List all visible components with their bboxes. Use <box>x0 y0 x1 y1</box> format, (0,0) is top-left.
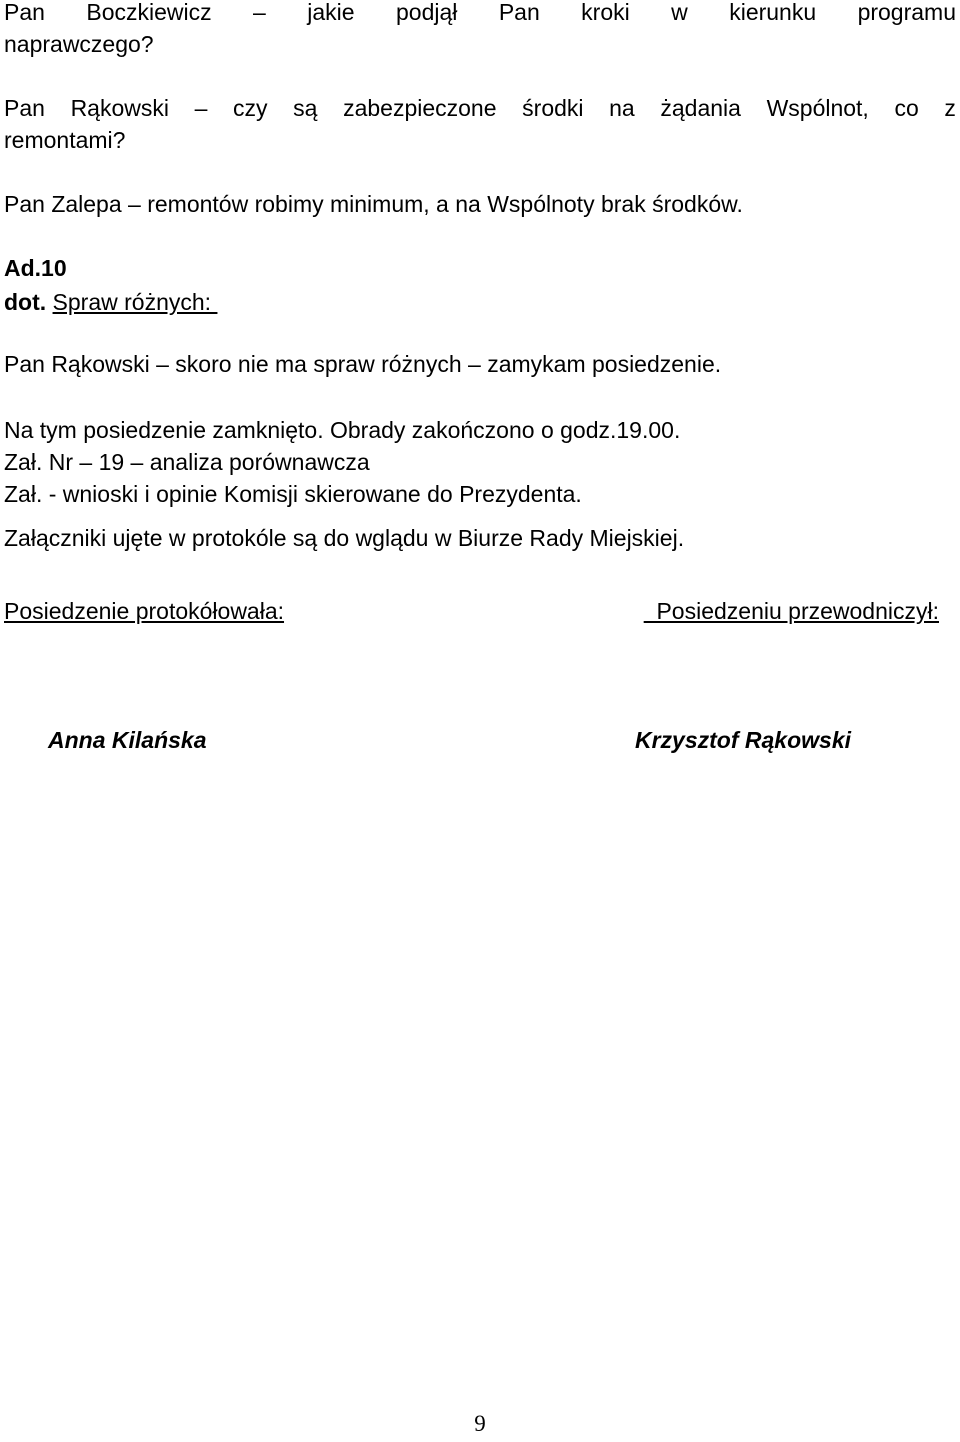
word: programu <box>857 0 956 25</box>
word: Pan <box>4 0 45 25</box>
attachments-note: Załączniki ujęte w protokóle są do wglądu w Biurze Rady Miejskiej. <box>4 525 685 551</box>
agenda-item-heading <box>4 288 217 316</box>
word: środki <box>522 95 584 121</box>
signature-name-secretary: Anna Kilańska <box>48 727 207 753</box>
word: Wspólnot, <box>766 95 869 121</box>
agenda-title: Spraw różnych: <box>52 289 218 315</box>
word: w <box>671 0 688 25</box>
signature-label-chair: Posiedzeniu przewodniczył: <box>643 598 939 624</box>
word: jakie <box>307 0 355 25</box>
word: – <box>253 0 266 25</box>
word: – <box>194 95 208 121</box>
paragraph-zalepa: Pan Zalepa – remontów robimy minimum, a na Wspólnoty brak środków. <box>4 191 743 217</box>
paragraph-boczkiewicz-line1 <box>4 0 956 26</box>
word: Boczkiewicz <box>86 0 212 25</box>
closing-statement: Pan Rąkowski – skoro nie ma spraw różnych – zamykam posiedzenie. <box>4 351 722 377</box>
word: na <box>609 95 635 121</box>
attachment-1: Zał. Nr – 19 – analiza porównawcza <box>4 449 370 475</box>
agenda-dot-label: dot. <box>4 289 47 315</box>
word: co <box>894 95 919 121</box>
word: Pan <box>498 0 540 25</box>
word: podjął <box>396 0 458 25</box>
paragraph-rakowski-line2: remontami? <box>4 127 126 153</box>
word: są <box>293 95 318 121</box>
word: z <box>944 95 956 121</box>
word: czy <box>233 95 268 121</box>
signature-label-secretary: Posiedzenie protokółowała: <box>4 598 285 624</box>
page-number: 9 <box>474 1411 486 1436</box>
attachment-2: Zał. - wnioski i opinie Komisji skierowane do Prezydenta. <box>4 481 582 507</box>
word: żądania <box>660 95 741 121</box>
word: zabezpieczone <box>343 95 497 121</box>
paragraph-rakowski-line1 <box>4 94 956 122</box>
signature-name-chair: Krzysztof Rąkowski <box>635 727 852 753</box>
session-closed-note: Na tym posiedzenie zamknięto. Obrady zakończono o godz.19.00. <box>4 417 681 443</box>
word: Pan <box>4 95 45 121</box>
paragraph-boczkiewicz-line2: naprawczego? <box>4 31 154 57</box>
word: kierunku <box>729 0 817 25</box>
agenda-item-number: Ad.10 <box>4 255 67 281</box>
word: Rąkowski <box>70 95 169 121</box>
word: kroki <box>581 0 630 25</box>
